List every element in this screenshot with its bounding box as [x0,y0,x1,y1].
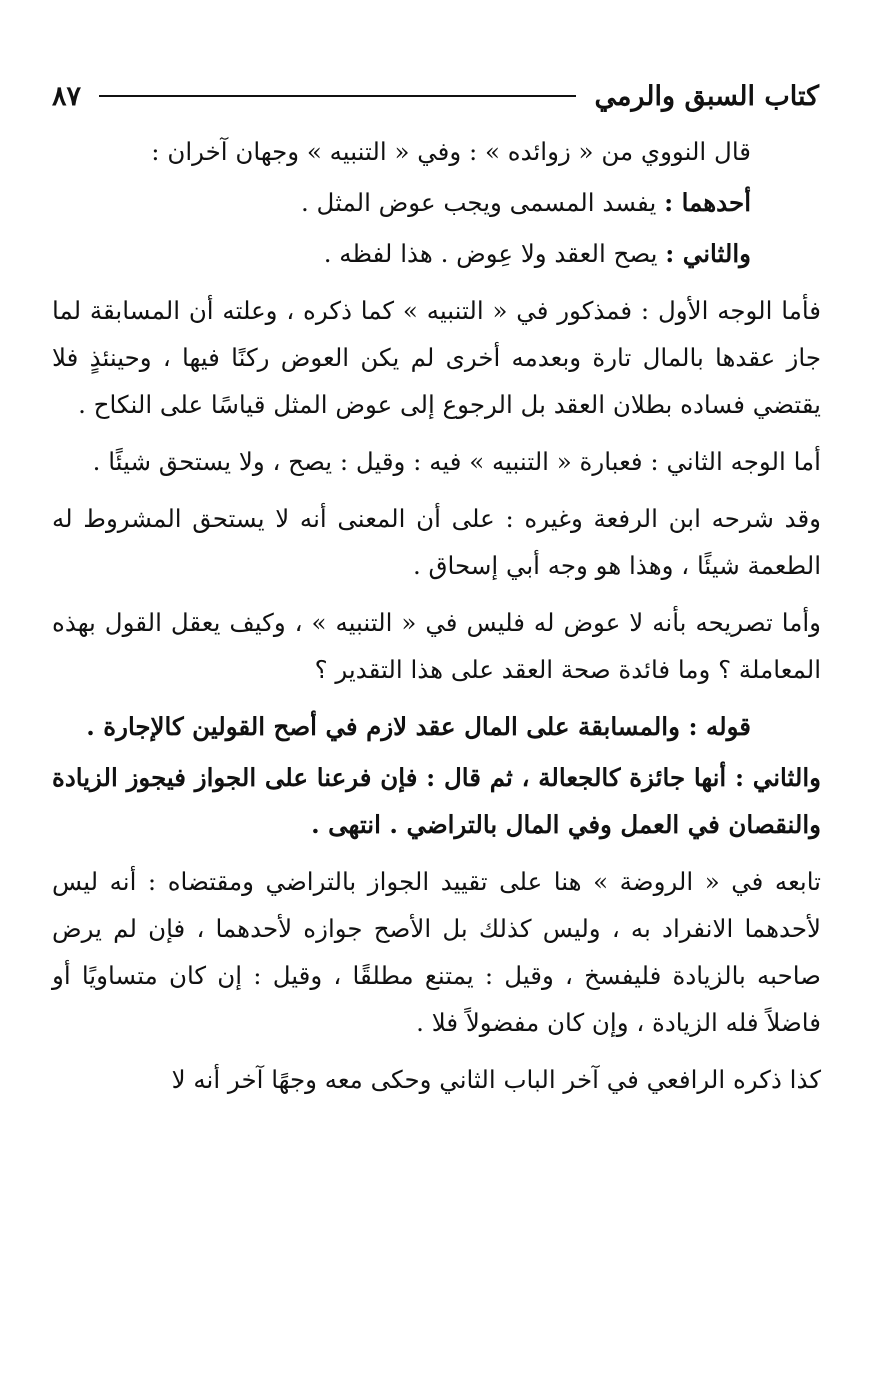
paragraph-lead: قوله : والمسابقة على المال عقد لازم في أصح القولين كالإجارة . [86,712,751,741]
paragraph-text: فأما الوجه الأول : فمذكور في « التنبيه » كما ذكره ، وعلته أن المسابقة لما جاز عقدها بالمال تارة وبعدمه أخرى لم يكن العوض ركنًا فيها ، وحينئذٍ فلا يقتضي فساده بطلان العقد بل الرجوع إلى عوض المثل قياسًا على النكاح . [52,296,821,419]
running-title: كتاب السبق والرمي [594,80,819,112]
paragraph-lead: والثاني : أنها جائزة كالجعالة ، ثم قال : فإن فرعنا على الجواز فيجوز الزيادة والنقصان في العمل وفي المال بالتراضي . انتهى . [52,763,821,839]
paragraph-text: وأما تصريحه بأنه لا عوض له فليس في « التنبيه » ، وكيف يعقل القول بهذه المعاملة ؟ وما فائدة صحة العقد على هذا التقدير ؟ [52,608,821,684]
paragraph [52,230,785,277]
paragraph [52,128,785,175]
paragraph-text: وقد شرحه ابن الرفعة وغيره : على أن المعنى أنه لا يستحق المشروط له الطعمة شيئًا ، وهذا هو وجه أبي إسحاق . [52,504,821,580]
paragraph-text: أما الوجه الثاني : فعبارة « التنبيه » فيه : وقيل : يصح ، ولا يستحق شيئًا . [92,447,821,476]
page-header [52,74,819,118]
paragraph-lead: والثاني : [665,239,751,268]
page-body [52,128,821,1113]
paragraph [52,1056,821,1103]
paragraph-lead: أحدهما : [664,188,751,217]
paragraph [52,754,821,848]
paragraph [52,858,821,1046]
paragraph-text: كذا ذكره الرافعي في آخر الباب الثاني وحكى معه وجهًا آخر أنه لا [171,1065,821,1094]
paragraph [52,179,785,226]
header-rule [99,95,576,97]
paragraph [52,438,821,485]
paragraph [52,703,785,750]
paragraph-text: يصح العقد ولا عِوض . هذا لفظه . [323,239,666,268]
paragraph [52,287,821,428]
paragraph [52,599,821,693]
page-number: ٨٧ [52,80,82,112]
paragraph-text: قال النووي من « زوائده » : وفي « التنبيه » وجهان آخران : [151,137,751,166]
paragraph-text: يفسد المسمى ويجب عوض المثل . [300,188,665,217]
paragraph-text: تابعه في « الروضة » هنا على تقييد الجواز بالتراضي ومقتضاه : أنه ليس لأحدهما الانفراد به ، وليس كذلك بل الأصح جوازه لأحدهما ، فإن لم يرض صاحبه بالزيادة فليفسخ ، وقيل : يمتنع مطلقًا ، وقيل : إن كان متساويًا أو فاضلاً فله الزيادة ، وإن كان مفضولاً فلا . [52,867,821,1037]
paragraph [52,495,821,589]
